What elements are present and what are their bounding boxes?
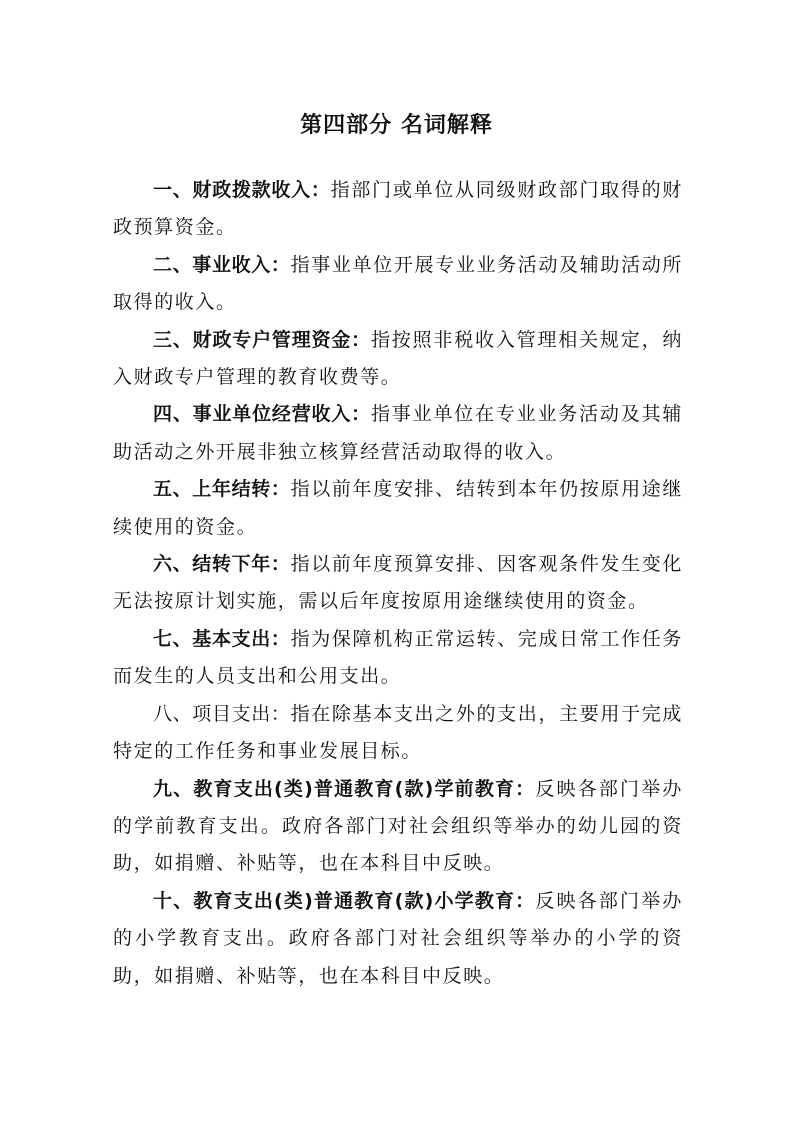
page-title: 第四部分 名词解释 [300,113,493,138]
glossary-term: 五、上年结转： [153,478,291,501]
glossary-term: 六、结转下年： [153,553,291,576]
glossary-definition: 指在除基本支出之外的支出，主要用于完成特定的工作任务和事业发展目标。 [113,702,683,763]
glossary-term: 九、教育支出(类)普通教育(款)学前教育： [153,777,536,800]
glossary-list [113,172,683,995]
glossary-entry-6 [113,546,683,621]
glossary-entry-10 [113,883,683,995]
glossary-entry-8 [113,696,683,771]
glossary-definition: 反映各部门举办的小学教育支出。政府各部门对社会组织等举办的小学的资助，如捐赠、补贴等，也在本科目中反映。 [113,889,683,987]
glossary-term: 二、事业收入： [153,253,291,276]
glossary-entry-2 [113,247,683,322]
glossary-term: 八、项目支出： [153,702,291,725]
glossary-term: 一、财政拨款收入： [153,179,331,201]
glossary-entry-5 [113,471,683,546]
glossary-definition: 指按照非税收入管理相关规定，纳入财政专户管理的教育收费等。 [113,328,683,389]
glossary-definition: 指事业单位在专业业务活动及其辅助活动之外开展非独立核算经营活动取得的收入。 [113,403,683,463]
glossary-entry-4 [113,396,683,471]
glossary-entry-1 [113,172,683,247]
glossary-definition: 指以前年度预算安排、因客观条件发生变化无法按原计划实施，需以后年度按原用途继续使用的资金。 [113,553,683,613]
glossary-definition: 指部门或单位从同级财政部门取得的财政预算资金。 [113,179,683,239]
glossary-definition: 指以前年度安排、结转到本年仍按原用途继续使用的资金。 [113,478,683,538]
glossary-definition: 反映各部门举办的学前教育支出。政府各部门对社会组织等举办的幼儿园的资助，如捐赠、补贴等，也在本科目中反映。 [113,777,683,875]
glossary-definition: 指事业单位开展专业业务活动及辅助活动所取得的收入。 [113,253,683,314]
glossary-term: 四、事业单位经营收入： [153,403,371,426]
glossary-term: 三、财政专户管理资金： [153,328,371,351]
glossary-entry-9 [113,771,683,883]
glossary-entry-7 [113,621,683,696]
glossary-entry-3 [113,322,683,397]
glossary-definition: 指为保障机构正常运转、完成日常工作任务而发生的人员支出和公用支出。 [113,627,683,688]
glossary-term: 七、基本支出： [153,627,291,650]
glossary-term: 十、教育支出(类)普通教育(款)小学教育： [153,889,536,912]
